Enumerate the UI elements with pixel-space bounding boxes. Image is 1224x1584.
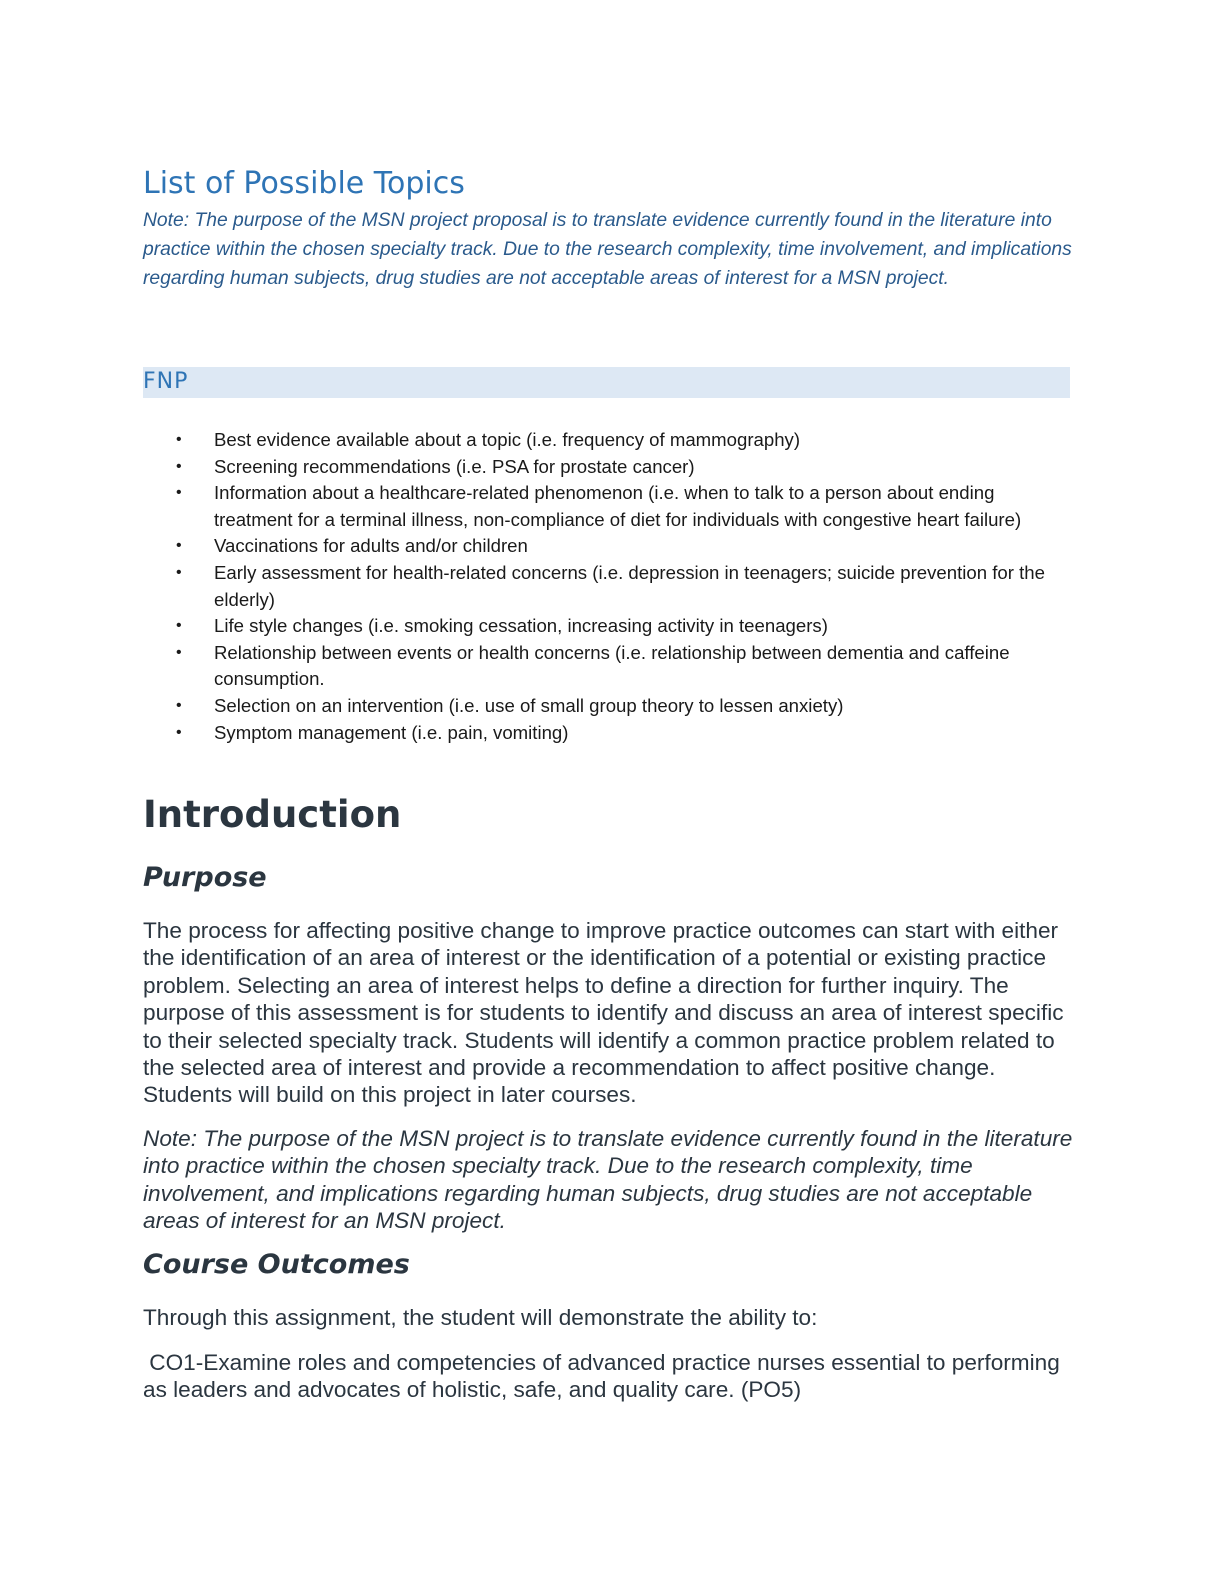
list-item: [143, 640, 1071, 693]
list-item: [143, 533, 1071, 560]
bullet-icon: •: [176, 563, 182, 581]
fnp-heading: FNP: [143, 369, 189, 394]
outcomes-intro: Through this assignment, the student will demonstrate the ability to:: [143, 1305, 818, 1330]
list-item-text: Screening recommendations (i.e. PSA for prostate cancer): [214, 455, 695, 477]
list-item-text: Information about a healthcare-related phenomenon (i.e. when to talk to a person about ending treatment for a terminal illness, non-compliance of diet for individuals with congestive heart failure): [214, 482, 1022, 530]
list-item: [143, 454, 1071, 481]
course-outcomes-heading: Course Outcomes: [143, 1249, 410, 1280]
bullet-icon: •: [176, 643, 182, 661]
list-item: [143, 427, 1071, 454]
list-item-text: Relationship between events or health concerns (i.e. relationship between dementia and caffeine consumption.: [214, 641, 1010, 690]
purpose-paragraph: The process for affecting positive change to improve practice outcomes can start with either the identification of an area of interest or the identification of a potential or existing practice problem. Selecting an area of interest helps to define a direction for further inquiry. The purpose of this assessment is for students to identify and discuss an area of interest specific to their selected specialty track. Students will identify a common practice problem related to the selected area of interest and provide a recommendation to affect positive change. Students will build on this project in later courses.: [143, 918, 1064, 1108]
bullet-icon: •: [176, 537, 182, 555]
bullet-icon: •: [176, 484, 182, 502]
fnp-heading-bar: [143, 367, 1070, 398]
outcome-co1: CO1-Examine roles and competencies of advanced practice nurses essential to performing as leaders and advocates of holistic, safe, and quality care. (PO5): [143, 1350, 1067, 1403]
list-item-text: Vaccinations for adults and/or children: [214, 535, 528, 557]
bullet-icon: •: [176, 696, 182, 714]
list-item: [143, 480, 1071, 533]
topic-list: [143, 427, 1071, 746]
bullet-icon: •: [176, 617, 182, 635]
list-item: [143, 560, 1071, 613]
list-item-text: Symptom management (i.e. pain, vomiting): [214, 721, 569, 743]
list-item-text: Selection on an intervention (i.e. use of small group theory to lessen anxiety): [214, 694, 844, 716]
introduction-heading: Introduction: [143, 793, 402, 836]
purpose-heading: Purpose: [143, 862, 267, 893]
list-item-text: Best evidence available about a topic (i.e. frequency of mammography): [214, 429, 801, 450]
list-item: [143, 720, 1071, 747]
purpose-note: Note: The purpose of the MSN project is to translate evidence currently found in the literature into practice within the chosen specialty track. Due to the research complexity, time involvement, and implications regarding human subjects, drug studies are not acceptable areas of interest for an MSN project.: [143, 1126, 1073, 1234]
topics-title: List of Possible Topics: [143, 166, 465, 201]
bullet-icon: •: [176, 457, 182, 475]
list-item: [143, 613, 1071, 640]
list-item-text: Early assessment for health-related concerns (i.e. depression in teenagers; suicide prevention for the elderly): [214, 561, 1045, 610]
list-item-text: Life style changes (i.e. smoking cessation, increasing activity in teenagers): [214, 615, 828, 637]
bullet-icon: •: [176, 431, 182, 448]
list-item: [143, 693, 1071, 720]
topics-note: Note: The purpose of the MSN project proposal is to translate evidence currently found in the literature into practice within the chosen specialty track. Due to the research complexity, time involvement, and implications regarding human subjects, drug studies are not acceptable areas of interest for a MSN project.: [143, 210, 1072, 289]
bullet-icon: •: [176, 723, 182, 741]
